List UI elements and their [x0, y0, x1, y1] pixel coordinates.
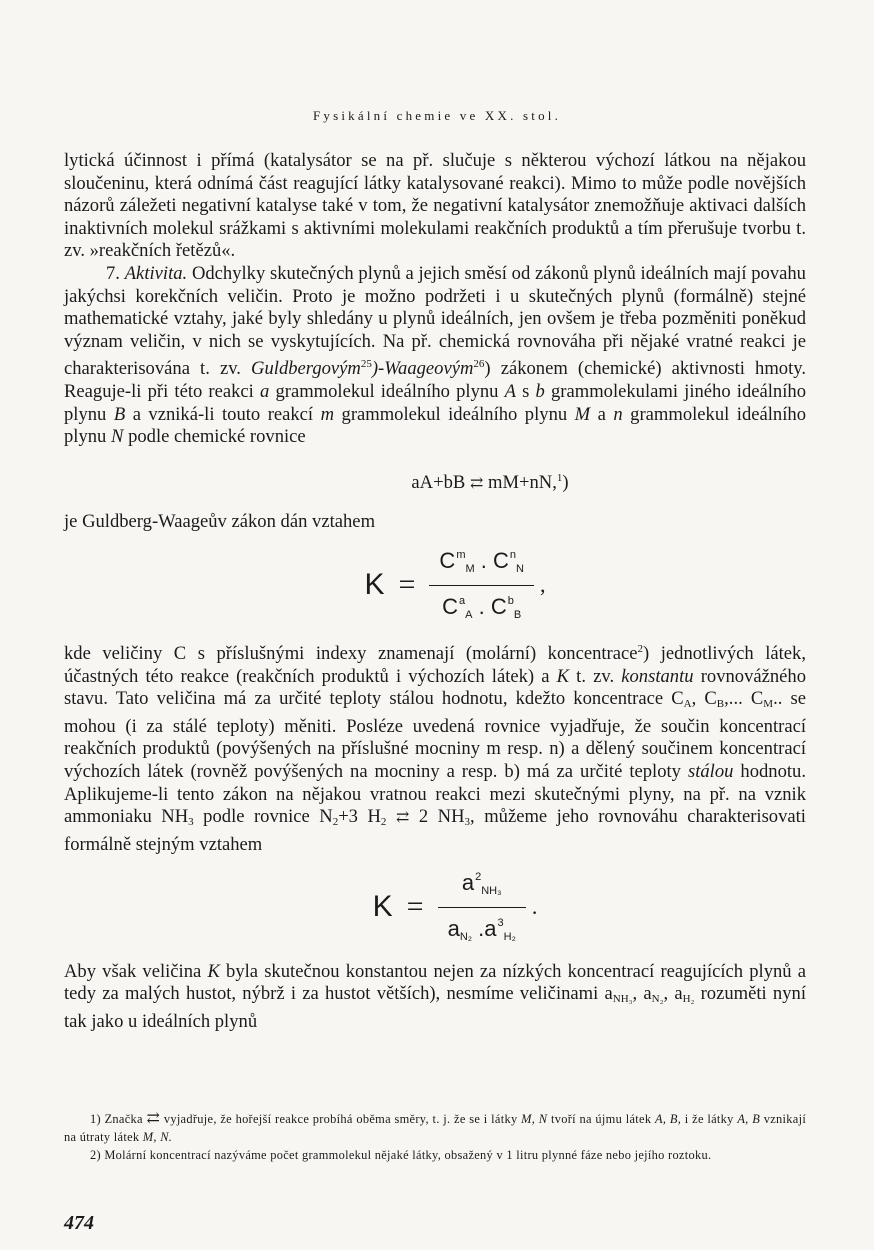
reference-marker: 25 — [360, 358, 372, 371]
footnote-marker: 2 — [637, 643, 643, 656]
fraction-bar — [429, 585, 534, 586]
paragraph-concentrations: kde veličiny C s příslušnými indexy znamenají (molární) koncentrace$^2$) jednotlivých látek, účastných této reakce (reakčních produktů i výchozích látek) a K t. zv. konstantu rovnovážného stavu. Tato veličina má za určité teploty stálou hodnotu, kdežto koncentrace $C_A$, $C_B$,... $C_M$.. se mohou (i za stálé teploty) měniti. Posléze uvedená rovnice vyjadřuje, že součin koncentrací reakčních produktů (povýšených na příslušné mocniny m resp. n) a dělený součinem koncentrací výchozích látek (rovněž povýšených na mocniny a resp. b) má za určité teploty stálou hodnotu. Aplikujeme-li tento zákon na nějakou vratnou reakci mezi skutečnými plyny, na př. na vznik ammoniaku $NH_3$ podle rovnice $N_2+3$ $H_2$ ⇄ 2 $NH_3$, můžeme jeho rovnováhu charakterisovati formálně stejným vztahem — [64, 643, 807, 855]
equilibrium-constant-formula: K = $\frac{C^mM . C^nN}{C^aA . C^bB}$ , — [104, 542, 806, 628]
paragraph-catalysis: lytická účinnost i přímá (katalysátor se na př. slučuje s některou výchozí látkou na nějakou sloučeninu, která odnímá část reagující látky katalysované reakci). Mimo to může podle novějších názorů záležeti negativní katalyse také v tom, že negativní katalysátor znemožňuje aktivaci dalších inaktivních molekul srážkami s aktivními molekulami reakčních produktů a tím přerušuje tvorbu t. zv. »reakčních řetězů«. — [64, 150, 806, 262]
formula-denominator: aN₂ $.a^3H_2$ — [447, 916, 516, 944]
reversible-arrows-icon: ⇄ — [395, 809, 410, 827]
formula-fraction — [438, 864, 526, 950]
paragraph-law-intro: je Guldberg-Waageův zákon dán vztahem — [64, 511, 376, 533]
reversible-arrows-icon: ⇄ — [146, 1110, 161, 1127]
reference-marker: 26 — [473, 358, 485, 371]
paragraph-real-gases: Aby však veličina K byla skutečnou konstantou nejen za nízkých koncentrací reagujících plynů a tedy za malých hustot, nýbrž i za hustot větších), nesmíme veličinami $a_{NH_3}$, $a_{N_2}$, $a_{H_2}$ rozuměti nyní tak jako u ideálních plynů — [64, 960, 806, 1032]
formula-fraction — [429, 542, 534, 628]
formula-numerator: $C^mM$ . $C^nN$ — [439, 547, 524, 575]
section-heading: Aktivita. — [124, 262, 188, 284]
formula-denominator: $C^aA$ . $C^bB$ — [442, 593, 522, 621]
reaction-equation: aA+bB ⇄ mM+nN,$^1$) — [411, 471, 569, 493]
fraction-bar — [438, 907, 526, 908]
reversible-arrows-icon: ⇄ — [469, 474, 484, 492]
footnote-2: 2) Molární koncentrací nazýváme počet grammolekul nějaké látky, obsažený v 1 litru plynné fáze nebo jejího roztoku. — [90, 1148, 712, 1162]
ammonia-equilibrium-formula: K = $\frac{a^2NH_3}{aN_2 .a^3H_2}$ . — [104, 864, 806, 950]
footnote-marker: 1 — [556, 471, 563, 484]
running-header: Fysikální chemie ve XX. stol. — [312, 108, 562, 123]
paragraph-activity: 7. Aktivita. Odchylky skutečných plynů a jejich směsí od zákonů plynů ideálních mají povahu jakýchsi korekčních veličin. Proto je možno podržeti i u skutečných plynů (formálně) stejné mathematické vztahy, jaké byly shledány u plynů ideálních, jen ovšem je třeba pozměniti poněkud význam veličin, v nich se vyskytujících. Na př. chemická rovnováha při nějaké vratné reakci je charakterisována t. zv. Guldbergovým$^{25}$)-Waageovým$^{26}$) zákonem (chemické) aktivnosti hmoty. Reaguje-li při této reakci a grammolekul ideálního plynu A s b grammolekulami jiného ideálního plynu B a vzniká-li touto reakcí m grammolekul ideálního plynu M a n grammolekul ideálního plynu N podle chemické rovnice — [64, 262, 806, 448]
formula-numerator: $a^2NH_3$ — [461, 870, 502, 898]
body-text — [64, 150, 806, 1033]
footnotes — [64, 1110, 806, 1164]
page-number: 474 — [64, 1212, 94, 1234]
footnote-1: 1) Značka ⇄ vyjadřuje, že hořejší reakce probíhá oběma směry, t. j. že se i látky M, N tvoří na újmu látek A, B, i že látky A, B vznikají na útraty látek M, N. — [64, 1110, 807, 1144]
